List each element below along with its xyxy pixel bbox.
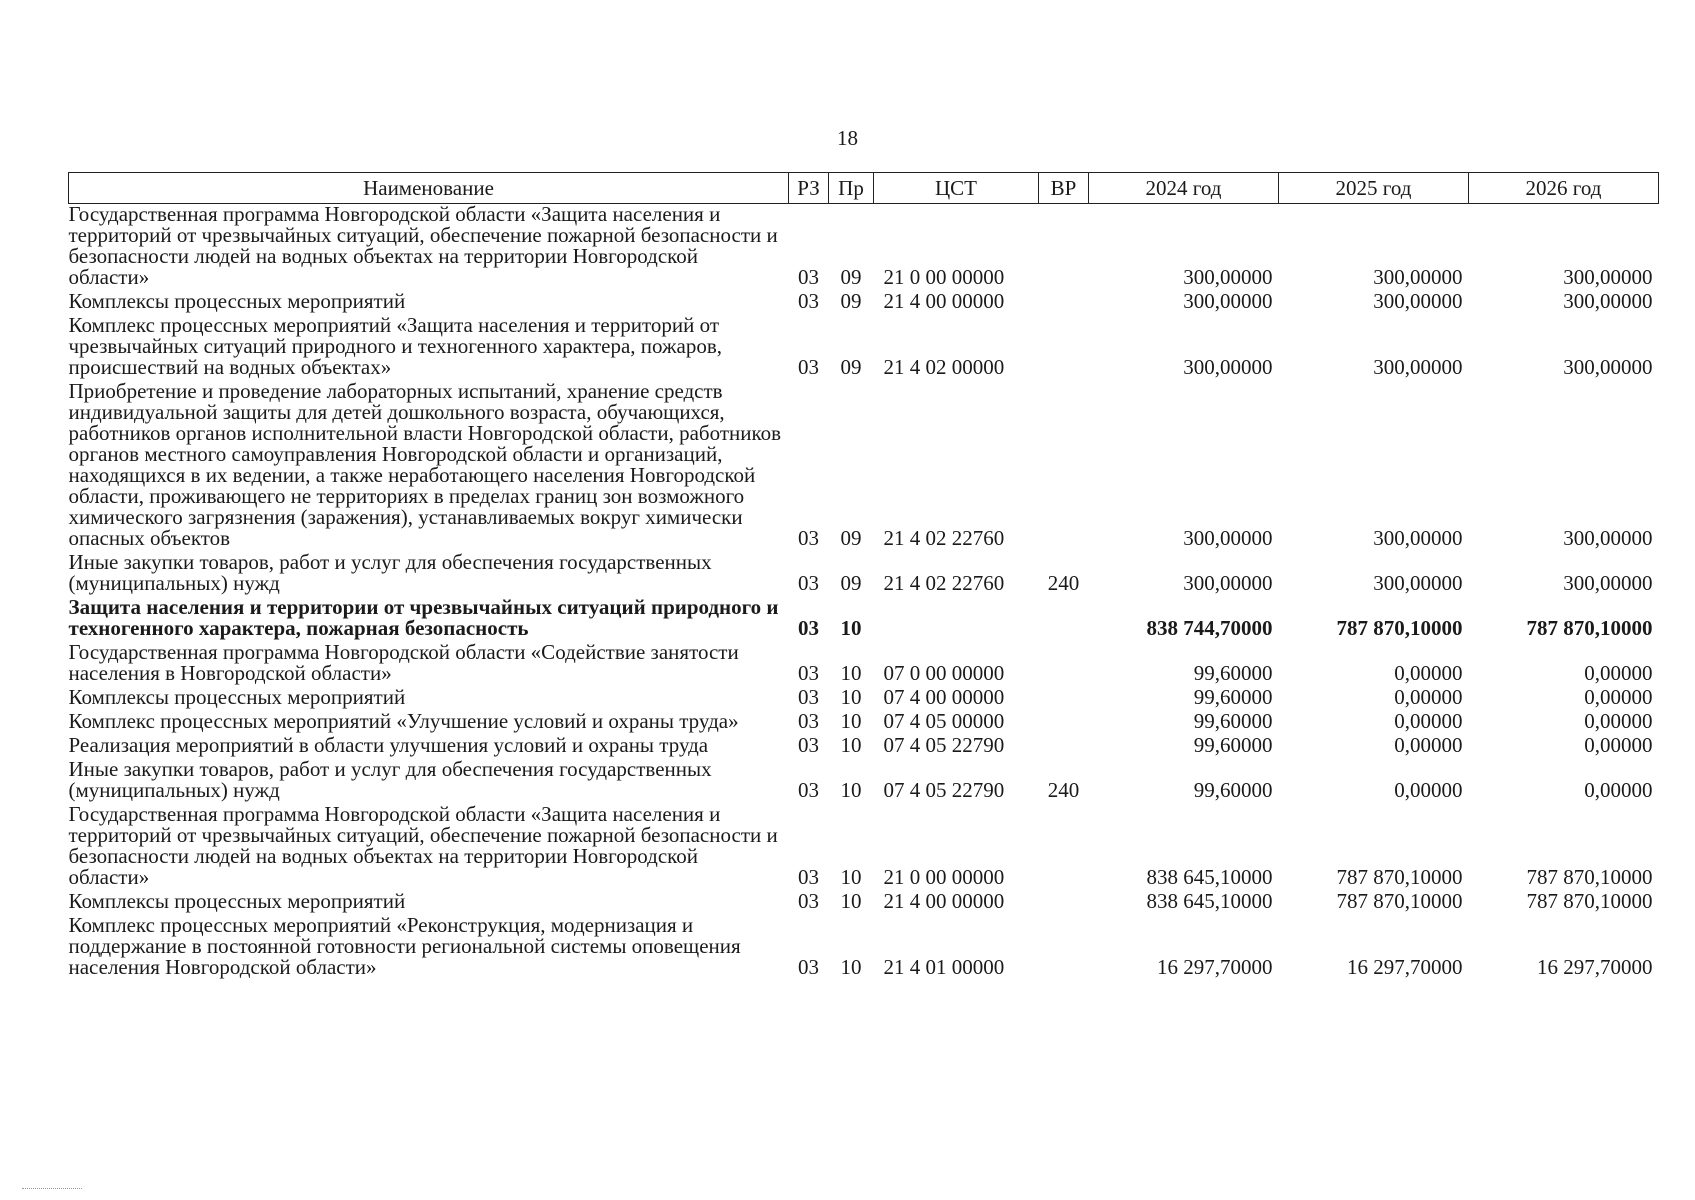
row-2025: 300,00000 — [1373, 289, 1463, 313]
row-name: Реализация мероприятий в области улучшения условий и охраны труда — [68, 733, 709, 757]
row-2026: 0,00000 — [1584, 778, 1653, 802]
row-cst: 21 0 00 00000 — [883, 865, 1005, 889]
row-cst: 21 4 02 22760 — [883, 571, 1005, 595]
row-2024: 838 645,10000 — [1146, 865, 1273, 889]
row-pr: 09 — [840, 289, 862, 313]
row-name: Государственная программа Новгородской области «Содействие занятости населения в Новгородской области» — [68, 640, 739, 685]
row-2024: 16 297,70000 — [1157, 955, 1273, 979]
row-vr — [1039, 597, 1089, 642]
row-pr: 10 — [840, 865, 862, 889]
row-cst: 07 4 05 00000 — [883, 709, 1005, 733]
row-2025: 787 870,10000 — [1336, 889, 1463, 913]
row-2024: 99,60000 — [1193, 661, 1273, 685]
row-cst: 21 4 00 00000 — [883, 289, 1005, 313]
row-vr — [1039, 687, 1089, 711]
row-2024: 300,00000 — [1183, 526, 1273, 550]
row-2024: 300,00000 — [1183, 289, 1273, 313]
row-vr: 240 — [1047, 571, 1080, 595]
table-row — [69, 915, 1659, 981]
page-number: 18 — [837, 126, 858, 150]
row-2026: 300,00000 — [1563, 265, 1653, 289]
row-2024: 300,00000 — [1183, 571, 1273, 595]
row-2025: 300,00000 — [1373, 571, 1463, 595]
table-row — [69, 597, 1659, 642]
row-2025: 0,00000 — [1394, 733, 1463, 757]
row-rz: 03 — [798, 889, 819, 913]
header-rz: РЗ — [789, 173, 829, 204]
row-rz: 03 — [798, 526, 819, 550]
row-2024: 838 645,10000 — [1146, 889, 1273, 913]
table-row — [69, 381, 1659, 552]
row-pr: 10 — [840, 661, 862, 685]
row-2025: 0,00000 — [1394, 685, 1463, 709]
row-rz: 03 — [798, 661, 819, 685]
header-2025: 2025 год — [1279, 173, 1469, 204]
row-cst: 21 4 01 00000 — [883, 955, 1005, 979]
row-2024: 99,60000 — [1193, 733, 1273, 757]
row-name: Комплекс процессных мероприятий «Улучшение условий и охраны труда» — [68, 709, 739, 733]
row-2024: 300,00000 — [1183, 265, 1273, 289]
row-vr — [1039, 642, 1089, 687]
row-rz: 03 — [798, 709, 819, 733]
row-name: Приобретение и проведение лабораторных испытаний, хранение средств индивидуальной защиты для детей дошкольного возраста, обучающихся, работников органов исполнительной власти Новгородской области, работников органов местного самоуправления Новгородской области и организаций, находящихся в их ведении, а также неработающего населения Новгородской области, проживающего не территориях в пределах границ зон возможного химического загрязнения (заражения), устанавливаемых вокруг химически опасных объектов — [68, 379, 782, 550]
table-row — [69, 552, 1659, 597]
row-pr: 09 — [840, 265, 862, 289]
row-2025: 0,00000 — [1394, 778, 1463, 802]
row-name: Государственная программа Новгородской области «Защита населения и территорий от чрезвычайных ситуаций, обеспечение пожарной безопасности и безопасности людей на водных объектах на территории Новгородской области» — [68, 202, 778, 289]
row-pr: 10 — [840, 733, 862, 757]
row-name: Защита населения и территории от чрезвычайных ситуаций природного и техногенного характера, пожарная безопасность — [68, 595, 779, 640]
row-vr — [1039, 915, 1089, 981]
header-name: Наименование — [69, 173, 789, 204]
row-pr: 10 — [840, 685, 862, 709]
row-cst — [874, 597, 1039, 642]
row-pr: 10 — [840, 616, 862, 640]
row-rz: 03 — [798, 265, 819, 289]
row-rz: 03 — [798, 616, 819, 640]
row-2024: 99,60000 — [1193, 778, 1273, 802]
row-rz: 03 — [798, 571, 819, 595]
row-pr: 10 — [840, 889, 862, 913]
row-2026: 16 297,70000 — [1537, 955, 1653, 979]
header-2024: 2024 год — [1089, 173, 1279, 204]
table-row — [69, 759, 1659, 804]
row-rz: 03 — [798, 289, 819, 313]
row-2024: 99,60000 — [1193, 709, 1273, 733]
row-cst: 07 4 05 22790 — [883, 778, 1005, 802]
header-pr: Пр — [829, 173, 874, 204]
row-2025: 300,00000 — [1373, 265, 1463, 289]
row-vr: 240 — [1047, 778, 1080, 802]
row-cst: 21 4 02 00000 — [883, 355, 1005, 379]
row-vr — [1039, 291, 1089, 315]
row-2026: 0,00000 — [1584, 733, 1653, 757]
row-2026: 787 870,10000 — [1526, 889, 1653, 913]
row-pr: 09 — [840, 571, 862, 595]
header-2026: 2026 год — [1469, 173, 1659, 204]
row-2025: 787 870,10000 — [1336, 865, 1463, 889]
header-cst: ЦСТ — [874, 173, 1039, 204]
budget-table — [68, 172, 1659, 981]
row-pr: 09 — [840, 526, 862, 550]
row-2024: 300,00000 — [1183, 355, 1273, 379]
row-rz: 03 — [798, 955, 819, 979]
table-row — [69, 711, 1659, 735]
row-name: Комплекс процессных мероприятий «Защита населения и территорий от чрезвычайных ситуаций природного и техногенного характера, пожаров, происшествий на водных объектах» — [68, 313, 723, 379]
table-row — [69, 687, 1659, 711]
row-2026: 0,00000 — [1584, 709, 1653, 733]
row-2025: 300,00000 — [1373, 526, 1463, 550]
row-cst: 07 4 00 00000 — [883, 685, 1005, 709]
row-2026: 300,00000 — [1563, 571, 1653, 595]
table-row — [69, 315, 1659, 381]
row-2025: 787 870,10000 — [1336, 616, 1463, 640]
row-rz: 03 — [798, 685, 819, 709]
row-rz: 03 — [798, 778, 819, 802]
row-2024: 99,60000 — [1193, 685, 1273, 709]
row-vr — [1039, 711, 1089, 735]
row-cst: 21 4 00 00000 — [883, 889, 1005, 913]
row-name: Комплексы процессных мероприятий — [68, 889, 406, 913]
row-vr — [1039, 381, 1089, 552]
row-2026: 300,00000 — [1563, 526, 1653, 550]
row-2026: 300,00000 — [1563, 289, 1653, 313]
row-2026: 0,00000 — [1584, 661, 1653, 685]
table-body — [69, 204, 1659, 982]
row-2025: 0,00000 — [1394, 709, 1463, 733]
row-name: Комплексы процессных мероприятий — [68, 685, 406, 709]
header-vr: ВР — [1039, 173, 1089, 204]
row-vr — [1039, 891, 1089, 915]
row-name: Иные закупки товаров, работ и услуг для обеспечения государственных (муниципальных) нужд — [68, 757, 712, 802]
row-2025: 16 297,70000 — [1347, 955, 1463, 979]
scan-artifact — [22, 1188, 82, 1189]
row-name: Комплекс процессных мероприятий «Реконструкция, модернизация и поддержание в постоянной готовности региональной системы оповещения населения Новгородской области» — [68, 913, 741, 979]
row-2025: 300,00000 — [1373, 355, 1463, 379]
row-cst: 07 4 05 22790 — [883, 733, 1005, 757]
row-pr: 09 — [840, 355, 862, 379]
row-2024: 838 744,70000 — [1146, 616, 1273, 640]
row-cst: 07 0 00 00000 — [883, 661, 1005, 685]
row-2026: 300,00000 — [1563, 355, 1653, 379]
row-2026: 787 870,10000 — [1526, 865, 1653, 889]
table-header-row — [69, 173, 1659, 204]
row-rz: 03 — [798, 355, 819, 379]
row-pr: 10 — [840, 955, 862, 979]
row-name: Иные закупки товаров, работ и услуг для обеспечения государственных (муниципальных) нужд — [68, 550, 712, 595]
table-row — [69, 804, 1659, 891]
row-2025: 0,00000 — [1394, 661, 1463, 685]
row-vr — [1039, 804, 1089, 891]
table-row — [69, 642, 1659, 687]
row-cst: 21 4 02 22760 — [883, 526, 1005, 550]
table-row — [69, 291, 1659, 315]
table-row — [69, 204, 1659, 292]
row-2026: 787 870,10000 — [1526, 616, 1653, 640]
row-pr: 10 — [840, 778, 862, 802]
row-cst: 21 0 00 00000 — [883, 265, 1005, 289]
row-pr: 10 — [840, 709, 862, 733]
row-2026: 0,00000 — [1584, 685, 1653, 709]
row-vr — [1039, 735, 1089, 759]
table-row — [69, 735, 1659, 759]
row-rz: 03 — [798, 733, 819, 757]
row-name: Комплексы процессных мероприятий — [68, 289, 406, 313]
table-row — [69, 891, 1659, 915]
row-name: Государственная программа Новгородской области «Защита населения и территорий от чрезвычайных ситуаций, обеспечение пожарной безопасности и безопасности людей на водных объектах на территории Новгородской области» — [68, 802, 778, 889]
row-vr — [1039, 315, 1089, 381]
row-rz: 03 — [798, 865, 819, 889]
row-vr — [1039, 204, 1089, 292]
